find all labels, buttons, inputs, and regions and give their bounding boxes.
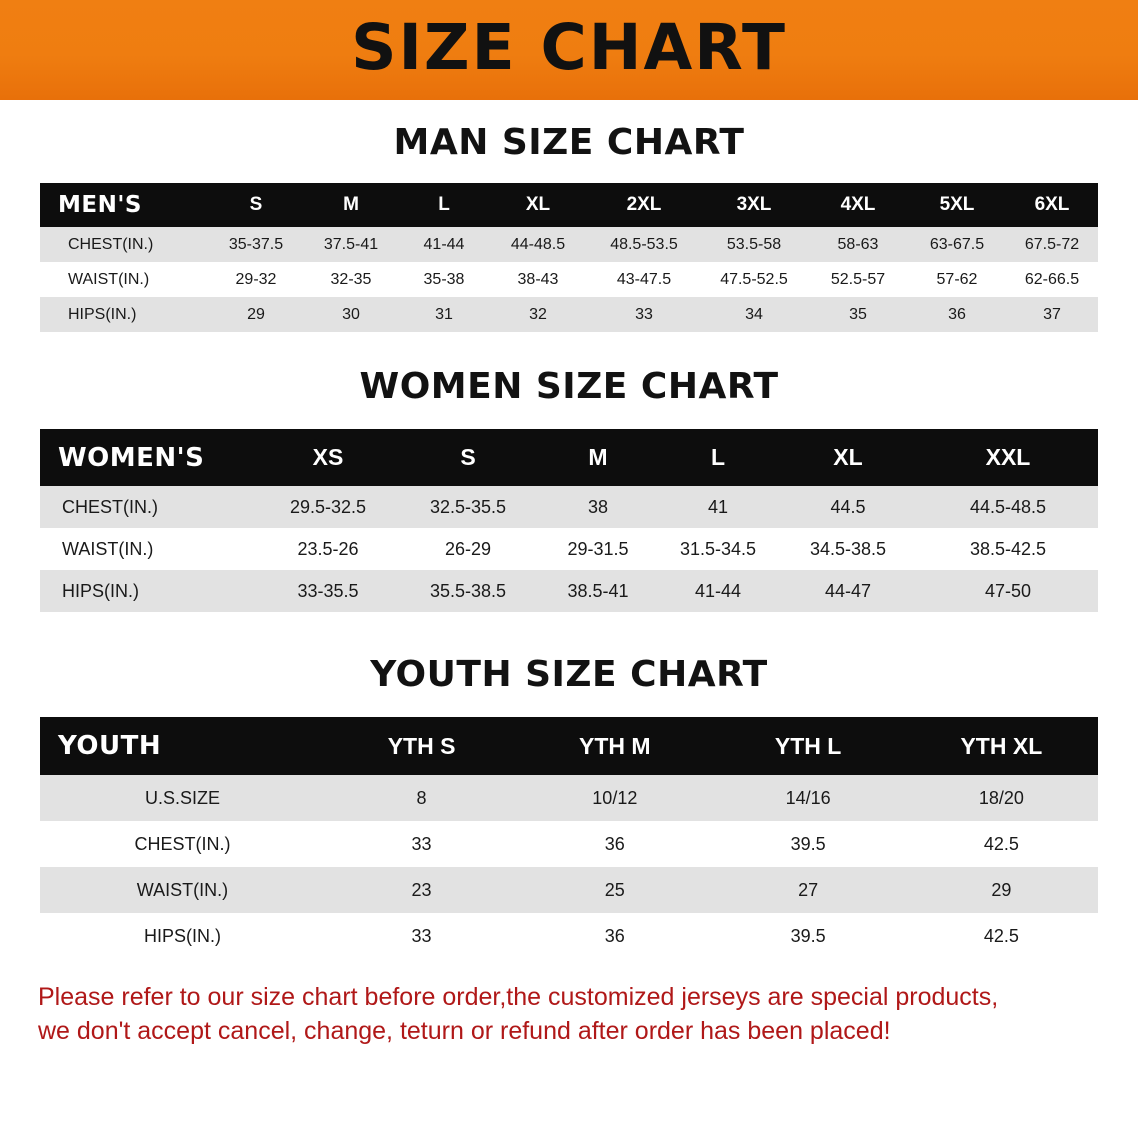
women-col-header-5: XL [833,444,863,470]
man-col-header-3: L [438,194,450,215]
women-cell-1-1: 26-29 [398,528,538,570]
man-cell-2-6: 35 [808,297,908,332]
youth-cell-3-3: 42.5 [905,913,1098,959]
women-cell-2-4: 44-47 [778,570,918,612]
youth-cell-2-3: 29 [905,867,1098,913]
women-cell-1-4: 34.5-38.5 [778,528,918,570]
women-col-header-2: S [460,444,476,470]
man-cell-2-2: 31 [400,297,488,332]
women-cell-0-0: 29.5-32.5 [258,486,398,528]
women-table-wrap [0,429,1138,612]
man-cell-1-3: 38-43 [488,262,588,297]
man-cell-0-6: 58-63 [808,227,908,262]
man-col-header-6: 3XL [736,194,772,215]
man-cell-2-1: 30 [302,297,400,332]
women-cell-1-2: 29-31.5 [538,528,658,570]
man-cell-2-4: 33 [588,297,700,332]
youth-col-header-2: YTH M [579,732,651,759]
policy-note-line-2: we don't accept cancel, change, teturn or refund after order has been placed! [38,1016,891,1045]
man-col-header-4: XL [525,194,551,215]
women-cell-2-1: 35.5-38.5 [398,570,538,612]
table-row [40,528,1098,570]
man-cell-2-0: 29 [210,297,302,332]
man-cell-2-5: 34 [700,297,808,332]
policy-note-line-1: Please refer to our size chart before order,the customized jerseys are special products, [38,983,999,1011]
youth-cell-2-1: 25 [518,867,711,913]
youth-cell-2-0: 23 [325,867,518,913]
youth-row-label-1: CHEST(IN.) [40,821,325,867]
women-col-header-4: L [710,444,726,470]
women-cell-2-5: 47-50 [918,570,1098,612]
table-row [40,913,1098,959]
man-row-label-1: WAIST(IN.) [40,262,210,297]
man-cell-1-6: 52.5-57 [808,262,908,297]
women-section-title: WOMEN SIZE CHART [359,366,779,407]
women-cell-0-2: 38 [538,486,658,528]
women-size-table [40,429,1098,612]
women-cell-2-3: 41-44 [658,570,778,612]
women-col-header-6: XXL [985,444,1031,470]
women-row-label-0: CHEST(IN.) [40,486,258,528]
man-cell-1-7: 57-62 [908,262,1006,297]
table-row [40,227,1098,262]
man-cell-0-2: 41-44 [400,227,488,262]
man-col-header-1: S [249,194,263,215]
man-cell-1-0: 29-32 [210,262,302,297]
man-table-wrap [0,183,1138,332]
table-row [40,262,1098,297]
women-cell-0-5: 44.5-48.5 [918,486,1098,528]
youth-cell-1-1: 36 [518,821,711,867]
man-cell-1-4: 43-47.5 [588,262,700,297]
man-col-header-0: MEN'S [58,192,142,218]
man-cell-1-5: 47.5-52.5 [700,262,808,297]
man-cell-0-3: 44-48.5 [488,227,588,262]
women-cell-2-0: 33-35.5 [258,570,398,612]
table-row [40,867,1098,913]
youth-cell-0-3: 18/20 [905,775,1098,821]
women-cell-0-3: 41 [658,486,778,528]
man-cell-0-8: 67.5-72 [1006,227,1098,262]
banner [0,0,1138,100]
man-cell-0-0: 35-37.5 [210,227,302,262]
women-col-header-0: WOMEN'S [58,442,205,473]
man-size-table [40,183,1098,332]
man-col-header-9: 6XL [1034,194,1070,215]
youth-cell-1-3: 42.5 [905,821,1098,867]
man-cell-1-8: 62-66.5 [1006,262,1098,297]
youth-cell-3-2: 39.5 [711,913,904,959]
youth-section-title: YOUTH SIZE CHART [370,654,768,695]
women-cell-2-2: 38.5-41 [538,570,658,612]
women-cell-0-4: 44.5 [778,486,918,528]
youth-row-label-0: U.S.SIZE [40,775,325,821]
youth-table-wrap [0,717,1138,959]
women-cell-0-1: 32.5-35.5 [398,486,538,528]
youth-row-label-3: HIPS(IN.) [40,913,325,959]
women-row-label-2: HIPS(IN.) [40,570,258,612]
youth-cell-0-1: 10/12 [518,775,711,821]
youth-cell-3-1: 36 [518,913,711,959]
youth-col-header-0: YOUTH [58,731,162,761]
man-col-header-2: M [343,194,359,215]
banner-title: SIZE CHART [351,10,787,84]
man-cell-2-7: 36 [908,297,1006,332]
youth-size-table [40,717,1098,959]
man-cell-0-1: 37.5-41 [302,227,400,262]
youth-cell-3-0: 33 [325,913,518,959]
women-col-header-3: M [588,444,608,470]
women-cell-1-3: 31.5-34.5 [658,528,778,570]
youth-cell-0-0: 8 [325,775,518,821]
table-row [40,775,1098,821]
women-col-header-1: XS [312,444,344,470]
youth-cell-2-2: 27 [711,867,904,913]
women-cell-1-5: 38.5-42.5 [918,528,1098,570]
man-row-label-2: HIPS(IN.) [40,297,210,332]
man-cell-1-2: 35-38 [400,262,488,297]
man-cell-0-7: 63-67.5 [908,227,1006,262]
man-section-title: MAN SIZE CHART [393,122,745,163]
youth-cell-0-2: 14/16 [711,775,904,821]
women-header-row [40,429,1098,486]
policy-note [38,981,1100,1049]
youth-col-header-1: YTH S [387,732,456,759]
youth-cell-1-2: 39.5 [711,821,904,867]
table-row [40,297,1098,332]
youth-header-row [40,717,1098,775]
man-col-header-5: 2XL [626,194,662,215]
table-row [40,570,1098,612]
man-col-header-8: 5XL [939,194,975,215]
man-header-row [40,183,1098,227]
man-row-label-0: CHEST(IN.) [40,227,210,262]
table-row [40,821,1098,867]
man-cell-2-3: 32 [488,297,588,332]
youth-col-header-3: YTH L [774,732,842,759]
man-cell-0-5: 53.5-58 [700,227,808,262]
man-cell-2-8: 37 [1006,297,1098,332]
man-col-header-7: 4XL [840,194,876,215]
man-cell-1-1: 32-35 [302,262,400,297]
youth-col-header-4: YTH XL [960,732,1043,759]
man-cell-0-4: 48.5-53.5 [588,227,700,262]
youth-cell-1-0: 33 [325,821,518,867]
women-cell-1-0: 23.5-26 [258,528,398,570]
women-row-label-1: WAIST(IN.) [40,528,258,570]
youth-row-label-2: WAIST(IN.) [40,867,325,913]
table-row [40,486,1098,528]
